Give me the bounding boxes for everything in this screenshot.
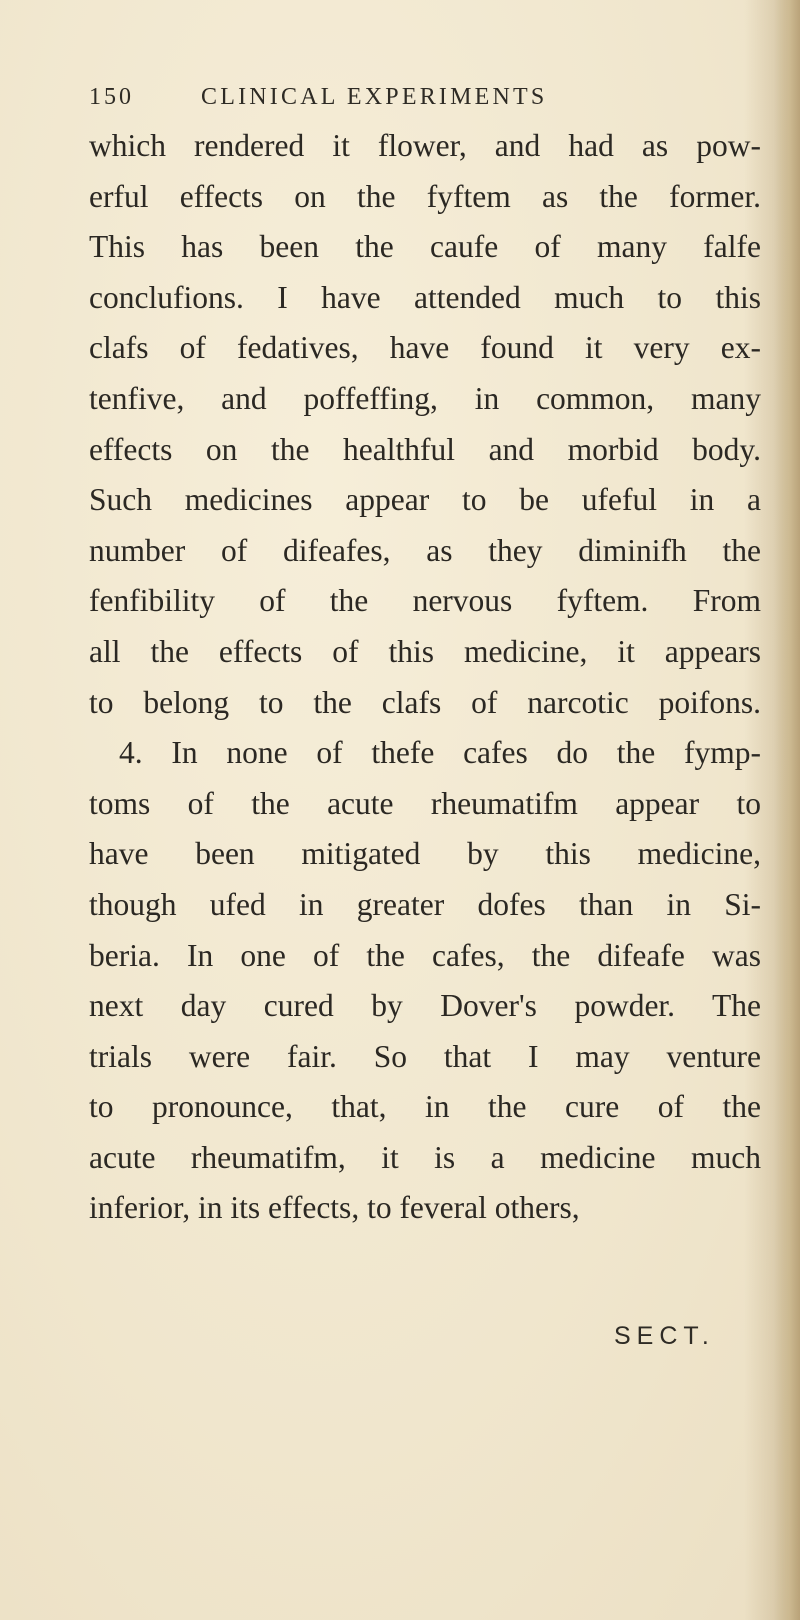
text-line: This has been the caufe of many falfe	[89, 229, 761, 265]
text-line: which rendered it flower, and had as pow-	[89, 128, 761, 163]
text-line: though ufed in greater dofes than in Si-	[89, 886, 761, 922]
running-title: CLINICAL EXPERIMENTS	[201, 84, 548, 110]
text-line: to belong to the clafs of narcotic poifons.	[89, 684, 761, 720]
page-edge-shadow	[774, 0, 800, 1620]
text-line: conclufions. I have attended much to this	[89, 279, 761, 315]
text-line: tenfive, and poffeffing, in common, many	[89, 380, 761, 416]
text-line: to pronounce, that, in the cure of the	[89, 1089, 761, 1125]
text-line: acute rheumatifm, it is a medicine much	[89, 1139, 761, 1175]
text-line: fenfibility of the nervous fyftem. From	[89, 583, 761, 619]
text-line: toms of the acute rheumatifm appear to	[89, 785, 761, 821]
text-line: all the effects of this medicine, it appears	[89, 633, 761, 669]
text-line: have been mitigated by this medicine,	[89, 836, 761, 872]
text-line: effects on the healthful and morbid body.	[89, 431, 761, 467]
text-line: erful effects on the fyftem as the former.	[89, 178, 761, 214]
body-text	[89, 121, 769, 1234]
text-line: trials were fair. So that I may venture	[89, 1038, 761, 1074]
paragraph-start-line: 4. In none of thefe cafes do the fymp-	[119, 735, 761, 771]
catchword: SECT.	[614, 1322, 715, 1350]
text-line: inferior, in its effects, to feveral others,	[89, 1190, 580, 1226]
text-line: beria. In one of the cafes, the difeafe was	[89, 937, 761, 973]
running-header	[89, 84, 709, 120]
text-line: next day cured by Dover's powder. The	[89, 988, 761, 1024]
text-line: clafs of fedatives, have found it very ex-	[89, 330, 761, 366]
text-line: number of difeafes, as they diminifh the	[89, 532, 761, 568]
text-line: Such medicines appear to be ufeful in a	[89, 482, 761, 518]
page-number: 150	[89, 84, 134, 110]
